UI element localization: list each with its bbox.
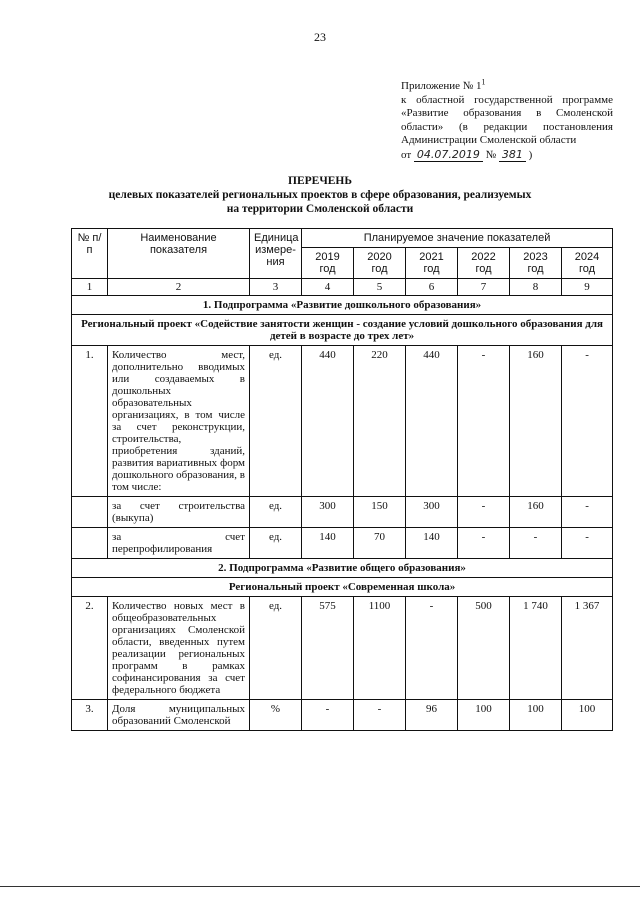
index-cell: 5 — [354, 279, 406, 296]
row-value: 1 740 — [510, 597, 562, 700]
row-name: Доля муниципальных образований Смоленской — [108, 700, 250, 731]
handwritten-date: 04.07.2019 — [414, 148, 483, 162]
table-row — [72, 528, 613, 559]
subprogram-row — [72, 296, 613, 315]
title-heading: ПЕРЕЧЕНЬ — [288, 175, 352, 187]
header-year: 2024 год — [562, 248, 613, 279]
appendix-line-4: области» (в редакции постановления — [401, 120, 613, 133]
appendix-block — [401, 77, 613, 162]
row-value: 160 — [510, 497, 562, 528]
subprogram-title: 2. Подпрограмма «Развитие общего образования» — [72, 559, 613, 578]
row-value: 100 — [510, 700, 562, 731]
subprogram-row — [72, 559, 613, 578]
row-unit: ед. — [250, 528, 302, 559]
row-value: 440 — [406, 346, 458, 497]
row-value: 140 — [406, 528, 458, 559]
title-line-3: на территории Смоленской области — [226, 203, 414, 215]
row-name: Количество новых мест в общеобразовательных организациях Смоленской области, введенных путем реализации региональных программ в рамках софинансирования за счет федерального бюджета — [108, 597, 250, 700]
row-value: 500 — [458, 597, 510, 700]
row-value: 220 — [354, 346, 406, 497]
row-value: - — [562, 346, 613, 497]
row-unit: ед. — [250, 497, 302, 528]
row-value: 150 — [354, 497, 406, 528]
row-num: 2. — [72, 597, 108, 700]
row-num: 1. — [72, 346, 108, 497]
row-name: Количество мест, дополнительно вводимых или создаваемых в дошкольных образовательных организациях, в том числе за счет реконструкции, строительства, приобретения зданий, развития вариативных форм дошкольного образования, в том числе: — [108, 346, 250, 497]
index-cell: 6 — [406, 279, 458, 296]
row-unit: % — [250, 700, 302, 731]
appendix-line-1: Приложение № $1^1$ — [401, 77, 486, 92]
row-value: 300 — [406, 497, 458, 528]
project-row — [72, 315, 613, 346]
header-row-1 — [72, 229, 613, 248]
header-year: 2020 год — [354, 248, 406, 279]
project-title: Региональный проект «Современная школа» — [72, 578, 613, 597]
row-value: 300 — [302, 497, 354, 528]
table-row — [72, 700, 613, 731]
index-cell: 4 — [302, 279, 354, 296]
page-number: 23 — [314, 30, 326, 44]
appendix-line-2: к областной государственной программе — [401, 93, 613, 106]
row-unit: ед. — [250, 597, 302, 700]
appendix-line-5: Администрации Смоленской области — [401, 134, 577, 146]
index-cell: 1 — [72, 279, 108, 296]
index-cell: 8 — [510, 279, 562, 296]
header-year: 2021 год — [406, 248, 458, 279]
row-name: за счет строительства (выкупа) — [108, 497, 250, 528]
row-value: 100 — [562, 700, 613, 731]
header-planned: Планируемое значение показателей — [302, 229, 613, 248]
table-row — [72, 497, 613, 528]
row-value: - — [458, 346, 510, 497]
header-name: Наименование показателя — [108, 229, 250, 279]
index-cell: 7 — [458, 279, 510, 296]
row-value: - — [562, 497, 613, 528]
row-value: 96 — [406, 700, 458, 731]
project-title: Региональный проект «Содействие занятости женщин - создание условий дошкольного образования для детей в возрасте до трех лет» — [72, 315, 613, 346]
index-cell: 9 — [562, 279, 613, 296]
header-unit: Единица измере-ния — [250, 229, 302, 279]
row-value: 575 — [302, 597, 354, 700]
row-value: - — [302, 700, 354, 731]
row-num: 3. — [72, 700, 108, 731]
index-cell: 2 — [108, 279, 250, 296]
row-name: за счет перепрофилирования — [108, 528, 250, 559]
subprogram-title: 1. Подпрограмма «Развитие дошкольного образования» — [72, 296, 613, 315]
row-value: 440 — [302, 346, 354, 497]
row-value: 100 — [458, 700, 510, 731]
title-line-2: целевых показателей региональных проектов в сфере образования, реализуемых — [108, 189, 532, 201]
row-value: - — [510, 528, 562, 559]
row-value: 140 — [302, 528, 354, 559]
column-index-row — [72, 279, 613, 296]
document-title — [0, 174, 640, 216]
indicators-table — [71, 228, 613, 731]
row-unit: ед. — [250, 346, 302, 497]
row-value: 1 367 — [562, 597, 613, 700]
row-value: - — [562, 528, 613, 559]
handwritten-number: 381 — [499, 148, 526, 162]
header-num: № п/п — [72, 229, 108, 279]
row-num — [72, 528, 108, 559]
row-num — [72, 497, 108, 528]
table-row — [72, 597, 613, 700]
appendix-line-6: от 04.07.2019 № 381 ) — [401, 147, 533, 161]
appendix-line-3: «Развитие образования в Смоленской — [401, 107, 613, 119]
row-value: 70 — [354, 528, 406, 559]
row-value: - — [354, 700, 406, 731]
row-value: 1100 — [354, 597, 406, 700]
row-value: - — [406, 597, 458, 700]
appendix-superscript: 1 — [481, 77, 486, 87]
page-bottom-rule — [0, 886, 640, 887]
header-year: 2022 год — [458, 248, 510, 279]
row-value: - — [458, 528, 510, 559]
index-cell: 3 — [250, 279, 302, 296]
header-year: 2023 год — [510, 248, 562, 279]
table-row — [72, 346, 613, 497]
row-value: 160 — [510, 346, 562, 497]
project-row — [72, 578, 613, 597]
row-value: - — [458, 497, 510, 528]
header-year: 2019 год — [302, 248, 354, 279]
